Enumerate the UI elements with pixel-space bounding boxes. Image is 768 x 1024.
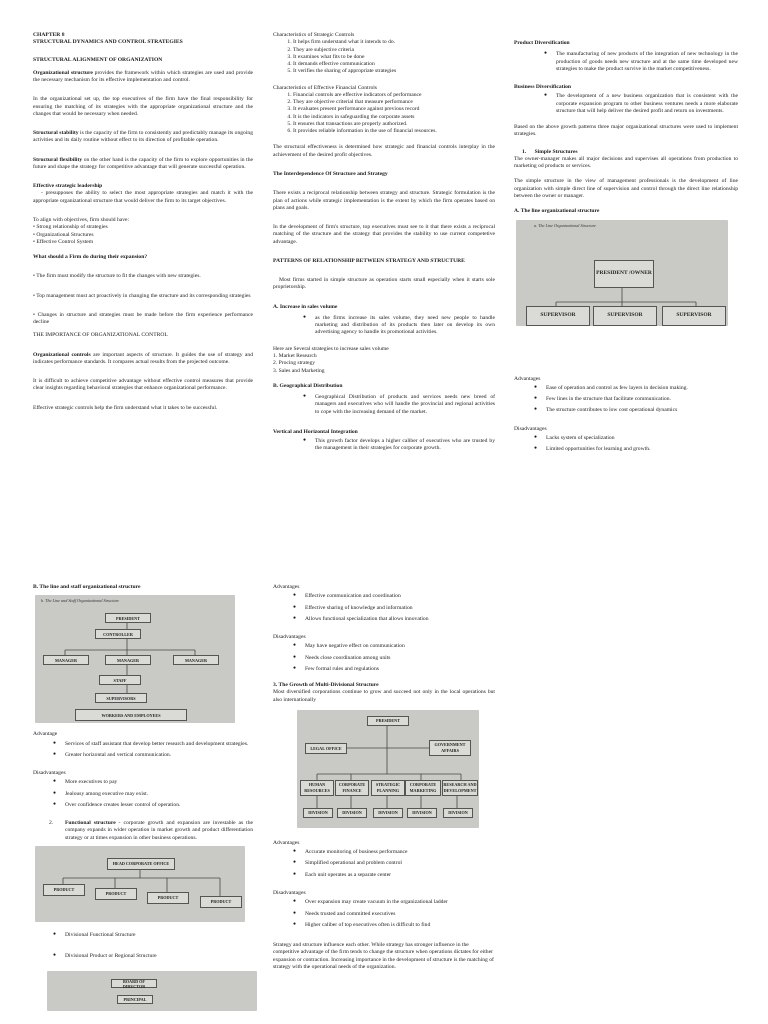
head-office-box: HEAD CORPORATE OFFICE bbox=[107, 858, 175, 870]
president-box: PRESIDENT bbox=[367, 716, 409, 726]
effective-para: Effective strategic controls help the firm understand what it takes to be successful. bbox=[33, 404, 218, 411]
list-item: ● More executives to pay bbox=[65, 779, 253, 786]
list-item: 3. It examines what fits to be done bbox=[293, 54, 495, 61]
multidivisional-figure bbox=[297, 710, 479, 828]
division-box: DIVISION bbox=[443, 808, 473, 818]
sales-heading: A. Increase in sales volume bbox=[273, 303, 338, 310]
term: Functional structure bbox=[65, 820, 116, 827]
strategy-item: 3. Sales and Marketing bbox=[273, 367, 325, 374]
business-div-list bbox=[514, 93, 738, 115]
column-2-page-2 bbox=[273, 584, 495, 977]
product-div-heading: Product Diversification bbox=[514, 40, 570, 46]
sales-list bbox=[273, 315, 495, 337]
unit-box: HUMAN RESOURCES bbox=[300, 780, 334, 796]
align-heading: To align with objectives, firm should have: bbox=[33, 216, 130, 223]
controller-box: CONTROLLER bbox=[95, 629, 141, 639]
align-item: • Effective Control System bbox=[33, 238, 94, 245]
flexibility-para bbox=[33, 157, 253, 172]
president-box: PRESIDENT bbox=[105, 613, 151, 623]
interdependence-para: There exists a reciprocal relationship between strategy and structure. Strategic formulation is the plan of actions while strategic implementation is the extent by which the firm operates based on plans and goals. bbox=[273, 190, 495, 211]
functional-structure-para bbox=[33, 820, 253, 842]
section-heading: STRUCTURAL ALIGNMENT OF ORGANIZATION bbox=[33, 56, 163, 63]
list-item: ● Over expansion may create vacuum in the organizational ladder bbox=[305, 899, 495, 906]
financial-controls-list bbox=[273, 92, 495, 136]
list-item: ● Ease of operation and control as few layers in decision making. bbox=[546, 385, 738, 392]
list-item: 5. It ensures that transactions are properly authorized. bbox=[293, 121, 495, 128]
text: - corporate growth and expansion are investable as the company expands in wider operation in market growth and product differentiation strategy or at times expansion in other business operations. bbox=[65, 820, 253, 841]
figure-caption: a. The Line Organizational Structure bbox=[534, 222, 596, 228]
term: Structural flexibility bbox=[33, 156, 83, 163]
list-item: ● Effective sharing of knowledge and information bbox=[305, 605, 495, 612]
stability-para bbox=[33, 130, 253, 145]
list-item: ● The development of a new business organization that is consistent with the corporate expansion program to other business ventures needs a more elaborate structure that will help deliver the desired profit and return on investments. bbox=[556, 93, 738, 115]
disadvantages-heading: Disadvantages bbox=[273, 634, 306, 641]
column-2 bbox=[273, 32, 495, 458]
product-box: PRODUCT bbox=[95, 888, 137, 900]
line-staff-heading: B. The line and staff organizational structure bbox=[33, 584, 141, 590]
legal-box: LEGAL OFFICE bbox=[305, 743, 347, 754]
list-item: 2. They are subjective criteria bbox=[293, 47, 495, 54]
product-box: PRODUCT bbox=[43, 884, 85, 896]
financial-controls-heading: Characteristics of Effective Financial Controls bbox=[273, 84, 377, 91]
list-item: ● Simplified operational and problem control bbox=[305, 860, 495, 867]
supervisor-box: SUPERVISOR bbox=[526, 306, 590, 326]
item-number: 2. bbox=[49, 820, 54, 827]
disadvantages-heading-2: Disadvantages bbox=[273, 889, 306, 896]
setup-para: In the organizational set up, the top executives of the firm have the final responsibility for ensuring the matching of its strategies with the appropriate organizational structure and the changes that would be necessary when needed. bbox=[33, 96, 253, 117]
patterns-para: Most firms started in simple structure as operation starts small especially when it starts sole proprietorship. bbox=[273, 277, 495, 291]
disadvantages-heading: Disadvantages bbox=[514, 425, 547, 432]
column-1 bbox=[33, 32, 253, 418]
list-item: ● Services of staff assistant that develop better research and development strategies. bbox=[65, 741, 253, 748]
list-item: ● Greater horizontal and vertical communication. bbox=[65, 752, 253, 759]
supervisors-box: SUPERVISORS bbox=[95, 693, 147, 703]
geo-list bbox=[273, 394, 495, 416]
division-box: DIVISION bbox=[373, 808, 403, 818]
list-item: 4. It is the indicators in safeguarding the corporate assets bbox=[293, 114, 495, 121]
expansion-point: • The firm must modify the structure to fit the changes with new strategies. bbox=[33, 273, 201, 280]
multidivisional-para: Most diversified corporations continue to grow and succeed not only in the local operations but also internationally bbox=[273, 689, 495, 703]
disadvantages-list-2 bbox=[273, 899, 495, 929]
manager-box: MANAGER bbox=[105, 655, 151, 665]
divisional-list bbox=[33, 932, 253, 961]
line-struct-heading: A. The line organizational structure bbox=[514, 208, 600, 215]
workers-box: WORKERS AND EMPLOYEES bbox=[75, 709, 187, 721]
manager-box: MANAGER bbox=[43, 655, 89, 665]
simple-heading: 1. Simple Structures bbox=[522, 148, 578, 155]
leadership-heading: Effective strategic leadership bbox=[33, 183, 103, 190]
list-item: ● Limited opportunities for learning and growth. bbox=[546, 446, 738, 453]
list-item: ● This growth factor develops a higher caliber of executives who are trusted by the management in their strategies for corporate growth. bbox=[315, 438, 495, 453]
manager-box: MANAGER bbox=[173, 655, 219, 665]
controls-para bbox=[33, 352, 253, 367]
term: Structural stability bbox=[33, 130, 79, 137]
advantages-list bbox=[273, 593, 495, 623]
list-item: ● Each unit operates as a separate center bbox=[305, 872, 495, 879]
business-div-heading: Business Diversification bbox=[514, 84, 572, 91]
advantages-heading: Advantages bbox=[273, 584, 300, 590]
strategies-heading: Here are Several strategies to increase sales volume bbox=[273, 345, 389, 352]
org-structure-para bbox=[33, 70, 253, 85]
interdependence-heading: The Interdependence Of Structure and Strategy bbox=[273, 170, 388, 177]
integration-heading: Vertical and Horizontal Integration bbox=[273, 428, 358, 435]
multidivisional-heading: 3. The Growth of Multi-Divisional Structure bbox=[273, 682, 379, 689]
expansion-question: What should a Firm do during their expansion? bbox=[33, 254, 148, 261]
term: Organizational structure bbox=[33, 69, 93, 76]
leadership-text: - presupposes the ability to select the most appropriate strategies and match it with the appropriate organizational structure that would deliver the firm to its target objectives. bbox=[33, 190, 253, 204]
supervisor-box: SUPERVISOR bbox=[662, 306, 726, 326]
advantage-list bbox=[33, 741, 253, 760]
disadvantages-list bbox=[33, 779, 253, 809]
advantage-heading: Advantage bbox=[33, 731, 58, 738]
strategic-controls-list bbox=[273, 39, 495, 75]
board-box: BOARD OF DIRECTOR bbox=[111, 979, 157, 988]
list-item: 1. Financial controls are effective indicators of performance bbox=[293, 92, 495, 99]
list-item: ● Jealousy among executive may exist. bbox=[65, 791, 253, 798]
staff-box: STAFF bbox=[99, 675, 141, 685]
list-item: ● Few lines in the structure that facilitate communication. bbox=[546, 396, 738, 403]
simple-view-para: The simple structure in the view of management professionals is the development of line organization with simple direct line of supervision and control through the direct line relationship between the owner or manager. bbox=[514, 178, 738, 199]
functional-structure-figure bbox=[35, 846, 245, 922]
product-box: PRODUCT bbox=[200, 896, 242, 908]
list-item: ● May have negative effect on communication bbox=[305, 643, 495, 650]
disadvantages-list bbox=[273, 643, 495, 673]
list-item: 6. It provides reliable information in the use of financial resources. bbox=[293, 128, 495, 135]
difficult-para: It is difficult to achieve competitive advantage without effective control measures that provide clear insights regarding behavioral strategies that enhance organizational performance. bbox=[33, 378, 253, 392]
chapter-title: STRUCTURAL DYNAMICS AND CONTROL STRATEGIES bbox=[33, 39, 183, 46]
list-item: ● The structure contributes to low cost operational dynamics bbox=[546, 407, 738, 414]
list-item: ● Higher caliber of top executives often is difficult to find bbox=[305, 922, 495, 929]
list-item: ● as the firms increase its sales volume, they need new people to handle marketing and distribution of its products then later on develop its own advertising agency to handle its promotional activities. bbox=[315, 315, 495, 337]
effectiveness-para: The structural effectiveness is determined how strategic and financial controls interplay in the achievement of the desired profit objectives. bbox=[273, 144, 495, 158]
list-item: ● Allows functional specialization that allows innovation bbox=[305, 616, 495, 623]
geo-heading: B. Geographical Distribution bbox=[273, 382, 343, 389]
strategic-controls-heading: Characteristics of Strategic Controls bbox=[273, 32, 355, 38]
disadvantages-list bbox=[514, 435, 738, 454]
list-item: 4. It demands effective communication bbox=[293, 61, 495, 68]
unit-box: RESEARCH AND DEVELOPMENT bbox=[442, 780, 478, 796]
integration-list bbox=[273, 438, 495, 453]
text: are important aspects of structure. It guides the use of strategy and indicates performance standards. It compares actual results from the projected outcome. bbox=[33, 351, 253, 365]
advantages-heading: Advantages bbox=[514, 375, 541, 382]
list-item: ● Few formal rules and regulations bbox=[305, 666, 495, 673]
term: Organizational controls bbox=[33, 351, 91, 358]
expansion-point: • Changes in structure and strategies must be made before the firm experience performance decline bbox=[33, 311, 253, 326]
patterns-heading: PATTERNS OF RELATIONSHIP BETWEEN STRATEGY AND STRUCTURE bbox=[273, 257, 465, 264]
advantages-list-2 bbox=[273, 849, 495, 879]
closing-para: Strategy and structure influence each other. While strategy has stronger influence in the competitive advantage of the firm tends to change the structure when operations dictates for either expansion or contraction. Increasing importance in the development of structure is the matching of strategy with the operational needs of the organization. bbox=[273, 942, 494, 970]
list-item: ● Divisional Product or Regional Structure bbox=[65, 953, 253, 960]
text: provides the framework within which strategies are used and provide the necessary mechanism for its effective implementation and control. bbox=[33, 69, 253, 84]
strategy-item: 2. Procing strategy bbox=[273, 360, 316, 367]
advantages-list bbox=[514, 385, 738, 415]
list-item: ● Divisional Functional Structure bbox=[65, 932, 253, 939]
division-box: DIVISION bbox=[303, 808, 333, 818]
based-para: Based on the above growth patterns three major organizational structures were used to implement strategies. bbox=[514, 124, 738, 138]
product-div-list bbox=[514, 51, 738, 73]
disadvantages-heading: Disadvantages bbox=[33, 770, 66, 777]
list-item: 5. It verifies the sharing of appropriate strategies bbox=[293, 68, 495, 75]
unit-box: STRATEGIC PLANNING bbox=[371, 780, 405, 796]
division-box: DIVISION bbox=[337, 808, 367, 818]
line-staff-figure bbox=[35, 595, 235, 723]
president-owner-box: PRESIDENT /OWNER bbox=[594, 260, 654, 288]
divisional-figure bbox=[47, 971, 257, 1011]
division-box: DIVISION bbox=[407, 808, 437, 818]
list-item: ● Needs trusted and committed executives bbox=[305, 911, 495, 918]
align-item: • Organizational Structures bbox=[33, 231, 94, 238]
column-3 bbox=[514, 40, 738, 458]
list-item: ● Lacks system of specialization bbox=[546, 435, 738, 442]
column-1-page-2 bbox=[33, 584, 253, 1011]
product-box: PRODUCT bbox=[147, 892, 189, 904]
list-item: ● Accurate monitoring of business performance bbox=[305, 849, 495, 856]
unit-box: CORPORATE FINANCE bbox=[335, 780, 369, 796]
chapter-label: CHAPTER 8 bbox=[33, 32, 65, 38]
importance-heading: THE IMPORTANCE OF ORGANIZATIONAL CONTROL bbox=[33, 332, 168, 339]
interdependence-para: In the development of firm's structure, top executives must see to it that there exists a reciprocal matching of the structure and the strategy that provides the stability to use current competetive advantage. bbox=[273, 224, 495, 245]
government-box: GOVERNMENT AFFAIRS bbox=[429, 740, 471, 756]
expansion-point: • Top management must act proactively in changing the structure and its corresponding strategies bbox=[33, 292, 251, 299]
list-item: ● Needs close coordination among units bbox=[305, 655, 495, 662]
list-item: ● Geographical Distribution of products and services needs new breed of managers and executives who will handle the provincial and regional activities to cope with the increasing demand of the market. bbox=[315, 394, 495, 416]
strategy-item: 1. Market Research bbox=[273, 352, 317, 359]
item-text bbox=[65, 820, 253, 842]
principal-box: PRINCIPAL bbox=[117, 995, 153, 1004]
list-item: 3. It evaluates present performance against previous record bbox=[293, 106, 495, 113]
list-item: ● Over confidence creates lesser control of operation. bbox=[65, 802, 253, 809]
figure-caption: b. The Line and Staff Organizational Structure bbox=[41, 598, 119, 604]
unit-box: CORPORATE MARKETING bbox=[405, 780, 441, 796]
list-item: ● Effective communication and coordination bbox=[305, 593, 495, 600]
text: is the capacity of the firm to consistently and predictably manage its ongoing activities and its daily routine without effect to its direction of profitable operation. bbox=[33, 130, 253, 144]
text: on the other hand is the capacity of the firm to explore opportunities in the future and shape the strategy for competitive advantage that will generate successful operation. bbox=[33, 156, 253, 170]
list-item: 1. It helps firm understand what it intends to do. bbox=[293, 39, 495, 46]
simple-para: The owner-manager makes all major decisions and supervises all operations from production to marketing od products or services. bbox=[514, 155, 738, 170]
supervisor-box: SUPERVISOR bbox=[593, 306, 657, 326]
list-item: ● The manufacturing of new products of the integration of new technology in the production of goods needs new structure and at the same time developed new strategies to make the product survive in the market competitiveness. bbox=[556, 51, 738, 73]
line-structure-figure bbox=[516, 220, 728, 326]
align-item: • Strong relationship of strategies bbox=[33, 224, 108, 231]
list-item: 2. They are objective criterial that measure performance bbox=[293, 99, 495, 106]
advantages-heading-2: Advantages bbox=[273, 839, 300, 846]
